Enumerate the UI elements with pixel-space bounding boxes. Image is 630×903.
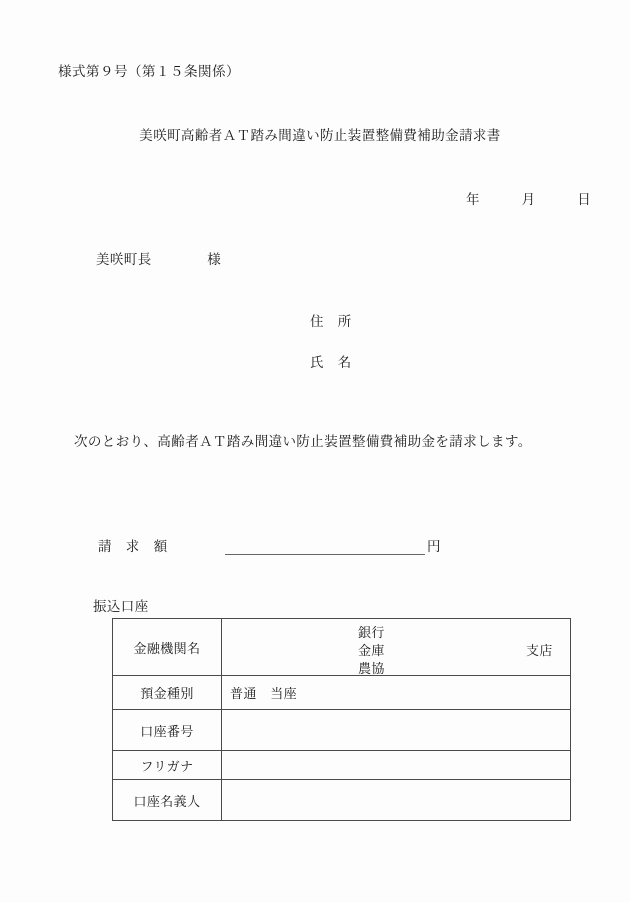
table-row <box>113 619 571 676</box>
claim-amount-row <box>98 535 441 555</box>
row-label-financial-institution: 金融機関名 <box>113 619 222 676</box>
row-label-deposit-type: 預金種別 <box>113 676 222 710</box>
deposit-type-options[interactable]: 普通 当座 <box>222 676 571 710</box>
financial-institution-cell[interactable] <box>222 619 571 676</box>
branch-label: 支店 <box>526 644 553 659</box>
request-statement: 次のとおり、高齢者ＡＴ踏み間違い防止装置整備費補助金を請求します。 <box>74 434 532 450</box>
claim-amount-unit: 円 <box>427 539 441 555</box>
bank-kind-options <box>230 619 570 675</box>
table-row <box>113 780 571 821</box>
account-number-input[interactable] <box>222 710 571 751</box>
form-number: 様式第９号（第１５条関係） <box>58 64 240 80</box>
addressee-line: 美咲町長 様 <box>96 252 222 268</box>
furigana-input[interactable] <box>222 751 571 780</box>
table-row <box>113 676 571 710</box>
bank-kind-shinkin[interactable]: 金庫 <box>358 644 385 659</box>
claim-amount-label: 請 求 額 <box>98 539 168 555</box>
row-label-furigana: フリガナ <box>113 751 222 780</box>
bank-section-label: 振込口座 <box>93 599 149 615</box>
row-label-account-number: 口座番号 <box>113 710 222 751</box>
row-label-account-holder: 口座名義人 <box>113 780 222 821</box>
table-row <box>113 710 571 751</box>
claim-amount-input[interactable] <box>225 538 425 555</box>
bank-account-table <box>112 618 571 821</box>
document-title: 美咲町高齢者ＡＴ踏み間違い防止装置整備費補助金請求書 <box>139 128 501 144</box>
table-row <box>113 751 571 780</box>
applicant-name-label: 氏 名 <box>310 355 352 371</box>
date-line: 年 月 日 <box>466 192 592 208</box>
bank-kind-bank[interactable]: 銀行 <box>358 626 385 641</box>
bank-kind-nokyo[interactable]: 農協 <box>358 662 385 677</box>
applicant-address-label: 住 所 <box>310 314 352 330</box>
account-holder-input[interactable] <box>222 780 571 821</box>
